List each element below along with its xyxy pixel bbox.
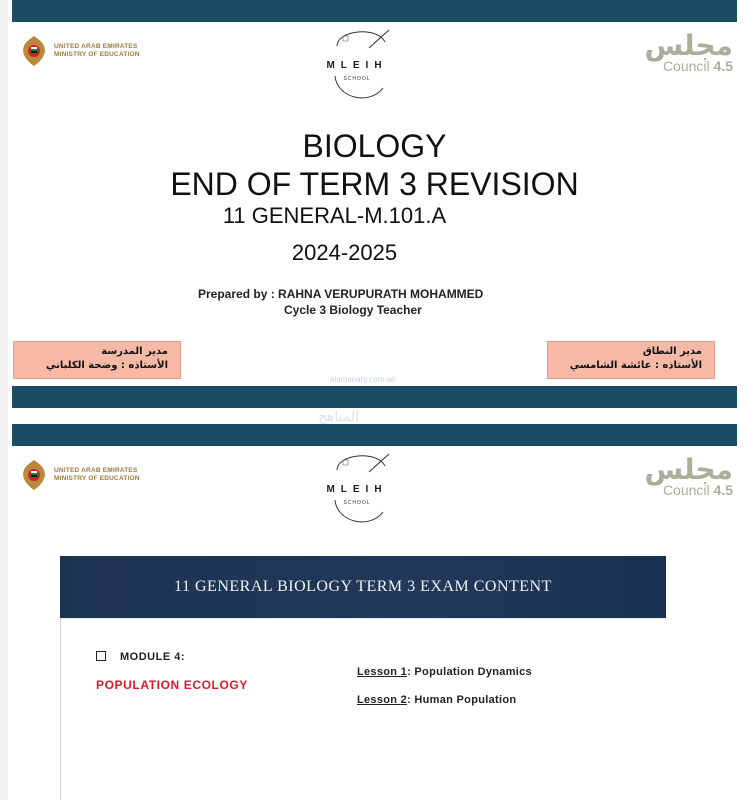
module-heading [96, 651, 185, 663]
school-logo [307, 26, 407, 106]
principal-title: مدير المدرسة [101, 346, 168, 357]
school-logo-2 [307, 450, 407, 530]
ministry-logo-2 [20, 458, 140, 492]
lesson-item [357, 666, 532, 678]
prepared-by: Prepared by : RAHNA VERUPURATH MOHAMMED [198, 287, 484, 301]
council-number: 4.5 [713, 58, 733, 74]
watermark-url: alamanahj.com.ae [330, 375, 396, 384]
council-arabic: مجلس [644, 29, 733, 62]
lesson-label: Lesson 2 [357, 694, 408, 706]
council-number: 4.5 [713, 482, 733, 498]
title-slide [12, 0, 737, 408]
council-english: Council [662, 482, 710, 498]
school-subtitle: SCHOOL [343, 500, 371, 506]
school-subtitle: SCHOOL [343, 76, 371, 82]
ministry-line-2: MINISTRY OF EDUCATION [54, 51, 140, 58]
class-code: 11 GENERAL-M.101.A [222, 203, 447, 228]
bottom-bar [12, 386, 737, 408]
council-logo [623, 30, 733, 80]
module-label: MODULE 4: [120, 651, 185, 663]
principal-box [13, 341, 181, 379]
lesson-item [357, 694, 516, 706]
watermark-text: المناهج [318, 408, 360, 424]
council-arabic: مجلس [644, 453, 733, 486]
school-name: MLEIH [326, 484, 388, 495]
lesson-topic: : Human Population [407, 694, 517, 706]
module-title: POPULATION ECOLOGY [96, 678, 248, 692]
teacher-role: Cycle 3 Biology Teacher [284, 303, 422, 317]
ministry-logo [20, 34, 140, 68]
cluster-manager-name: الأستاذه : عائشة الشامسي [569, 360, 702, 371]
school-name: MLEIH [326, 60, 388, 71]
cluster-manager-box [547, 341, 715, 379]
uae-emblem-icon [20, 34, 48, 68]
principal-name: الأستاذه : وضحة الكلباني [46, 360, 168, 371]
slide-header-2 [12, 446, 737, 536]
uae-emblem-icon [20, 458, 48, 492]
top-bar-2 [12, 424, 737, 446]
ministry-line-1: UNITED ARAB EMIRATES [54, 467, 138, 474]
left-margin [0, 0, 8, 800]
content-slide [12, 424, 737, 800]
lesson-label: Lesson 1 [357, 666, 408, 678]
top-bar [12, 0, 737, 22]
cluster-manager-title: مدير النطاق [642, 346, 702, 357]
council-logo-2 [623, 454, 733, 504]
slide-header [12, 22, 737, 112]
ministry-line-2: MINISTRY OF EDUCATION [54, 475, 140, 482]
subject-title: BIOLOGY [302, 128, 447, 164]
academic-year: 2024-2025 [291, 240, 398, 265]
exam-content-banner: 11 GENERAL BIOLOGY TERM 3 EXAM CONTENT [60, 556, 666, 618]
council-english: Council [662, 58, 710, 74]
content-frame [60, 618, 666, 800]
revision-title: END OF TERM 3 REVISION [170, 166, 579, 202]
ministry-line-1: UNITED ARAB EMIRATES [54, 43, 138, 50]
checkbox-bullet-icon [96, 651, 106, 661]
lesson-topic: : Population Dynamics [407, 666, 532, 678]
